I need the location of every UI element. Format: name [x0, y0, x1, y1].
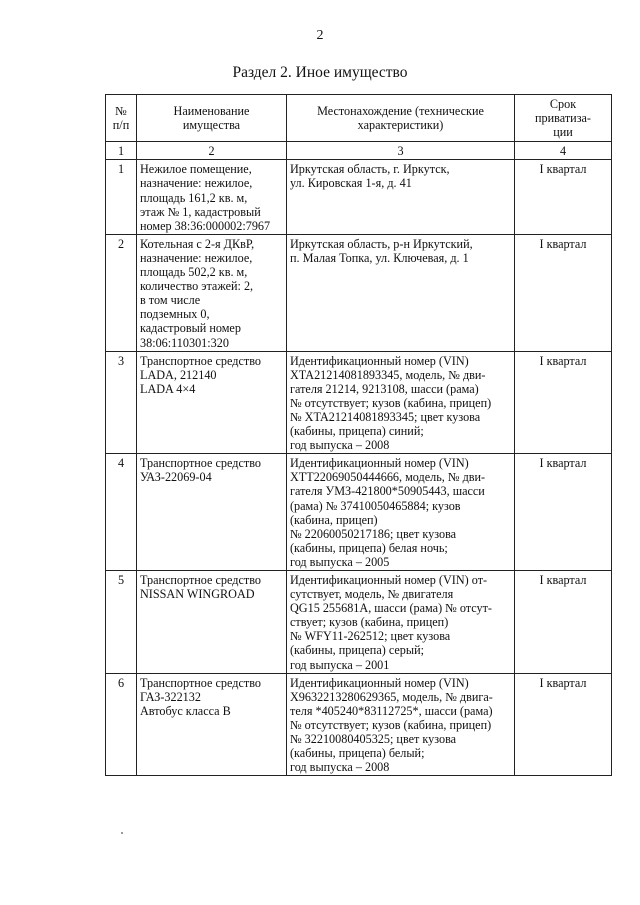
row-number: 6 — [106, 673, 137, 776]
page-number: 2 — [316, 28, 324, 43]
column-number-row — [106, 142, 612, 160]
table-row — [106, 351, 612, 454]
row-number: 1 — [106, 160, 137, 234]
property-location: Иркутская область, р-н Иркутский, п. Малая Топка, ул. Ключевая, д. 1 — [287, 234, 515, 351]
scan-speck — [121, 832, 123, 834]
privatization-term: I квартал — [515, 673, 612, 776]
header-row — [106, 95, 612, 142]
property-name: Котельная с 2-я ДКвР, назначение: нежилое, площадь 502,2 кв. м, количество этажей: 2, в том числе подземных 0, кадастровый номер 38:06:110301:320 — [137, 234, 287, 351]
header-no: № п/п — [106, 95, 137, 142]
header-location: Местонахождение (технические характеристики) — [287, 95, 515, 142]
property-name: Транспортное средство LADA, 212140 LADA 4×4 — [137, 351, 287, 454]
property-name: Транспортное средство УАЗ-22069-04 — [137, 454, 287, 571]
property-name: Транспортное средство ГАЗ-322132 Автобус класса B — [137, 673, 287, 776]
row-number: 4 — [106, 454, 137, 571]
column-number: 1 — [106, 142, 137, 160]
section-title: Раздел 2. Иное имущество — [232, 64, 408, 81]
table-row — [106, 673, 612, 776]
privatization-term: I квартал — [515, 160, 612, 234]
privatization-term: I квартал — [515, 234, 612, 351]
column-number: 3 — [287, 142, 515, 160]
row-number: 2 — [106, 234, 137, 351]
table-row — [106, 454, 612, 571]
privatization-term: I квартал — [515, 351, 612, 454]
property-location: Идентификационный номер (VIN) от- сутствует, модель, № двигателя QG15 255681A, шасси (рама) № отсут- ствует; кузов (кабина, прицеп) № WFY11-262512; цвет кузова (кабины, прицепа) серый; год выпуска – 2001 — [287, 571, 515, 674]
property-location: Иркутская область, г. Иркутск, ул. Кировская 1-я, д. 41 — [287, 160, 515, 234]
property-location: Идентификационный номер (VIN) XTA21214081893345, модель, № дви- гателя 21214, 9213108, шасси (рама) № отсутствует; кузов (кабина, прицеп) № XTA21214081893345; цвет кузова (кабины, прицепа) синий; год выпуска – 2008 — [287, 351, 515, 454]
row-number: 5 — [106, 571, 137, 674]
row-number: 3 — [106, 351, 137, 454]
header-term: Срок приватиза- ции — [515, 95, 612, 142]
privatization-term: I квартал — [515, 571, 612, 674]
property-table — [105, 94, 612, 776]
privatization-term: I квартал — [515, 454, 612, 571]
column-number: 2 — [137, 142, 287, 160]
property-name: Нежилое помещение, назначение: нежилое, площадь 161,2 кв. м, этаж № 1, кадастровый номер 38:36:000002:7967 — [137, 160, 287, 234]
property-location: Идентификационный номер (VIN) XTT22069050444666, модель, № дви- гателя УМЗ-421800*50905443, шасси (рама) № 37410050465884; кузов (кабина, прицеп) № 22060050217186; цвет кузова (кабины, прицепа) белая ночь; год выпуска – 2005 — [287, 454, 515, 571]
property-name: Транспортное средство NISSAN WINGROAD — [137, 571, 287, 674]
property-location: Идентификационный номер (VIN) X9632213280629365, модель, № двига- теля *405240*83112725*, шасси (рама) № отсутствует; кузов (кабина, прицеп) № 32210080405325; цвет кузова (кабины, прицепа) белый; год выпуска – 2008 — [287, 673, 515, 776]
table-row — [106, 160, 612, 234]
column-number: 4 — [515, 142, 612, 160]
table-row — [106, 234, 612, 351]
table-row — [106, 571, 612, 674]
header-name: Наименование имущества — [137, 95, 287, 142]
